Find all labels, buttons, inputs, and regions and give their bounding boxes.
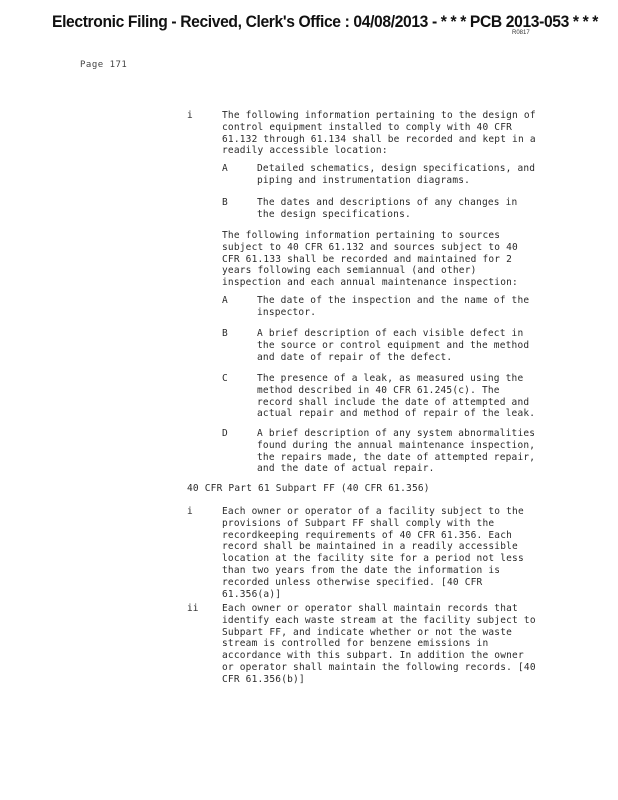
list-item-marker: B [222,328,228,339]
page-number: Page 171 [80,60,128,70]
list-item-marker: C [222,373,228,384]
list-item-text: The dates and descriptions of any changes in the design specifications. [257,197,524,220]
list-item-marker: B [222,197,228,208]
list-item-marker: ii [187,603,199,614]
list-item-marker: D [222,428,228,439]
list-item-text: A brief description of any system abnormalities found during the annual maintenance inspection, the repairs made, the date of attempted repair, and the date of actual repair. [257,428,542,475]
electronic-filing-stamp: Electronic Filing - Recived, Clerk's Office : 04/08/2013 - * * * PCB 2013-053 * * * [52,12,599,31]
section-intro: The following information pertaining to sources subject to 40 CFR 61.132 and sources subject to 40 CFR 61.133 shall be recorded and maintained for 2 years following each semiannual (and other) inspection and each annual maintenance inspection: [222,230,524,289]
section-marker: i [187,110,193,121]
subpart-heading: 40 CFR Part 61 Subpart FF (40 CFR 61.356) [187,483,430,494]
list-item-text: A brief description of each visible defect in the source or control equipment and the method and date of repair of the defect. [257,328,536,363]
list-item-text: The presence of a leak, as measured using the method described in 40 CFR 61.245(c). The record shall include the date of attempted and actual repair and method of repair of the leak. [257,373,536,420]
section-intro: The following information pertaining to the design of control equipment installed to comply with 40 CFR 61.132 through 61.134 shall be recorded and kept in a readily accessible location: [222,110,542,157]
document-id: R0817 [512,30,530,36]
list-item-text: Each owner or operator shall maintain records that identify each waste stream at the facility subject to Subpart FF, and indicate whether or not the waste stream is controlled for benzene emissions in accordance with this subpart. In addition the owner or operator shall maintain the following records. [40 CFR 61.356(b)] [222,603,542,685]
list-item-text: Each owner or operator of a facility subject to the provisions of Subpart FF shall comply with the recordkeeping requirements of 40 CFR 61.356. Each record shall be maintained in a readily accessible location at the facility site for a period not less than two years from the date the information is recorded unless otherwise specified. [40 CFR 61.356(a)] [222,506,530,600]
list-item-text: The date of the inspection and the name of the inspector. [257,295,536,318]
list-item-text: Detailed schematics, design specifications, and piping and instrumentation diagrams. [257,163,542,186]
list-item-marker: i [187,506,193,517]
list-item-marker: A [222,295,228,306]
list-item-marker: A [222,163,228,174]
